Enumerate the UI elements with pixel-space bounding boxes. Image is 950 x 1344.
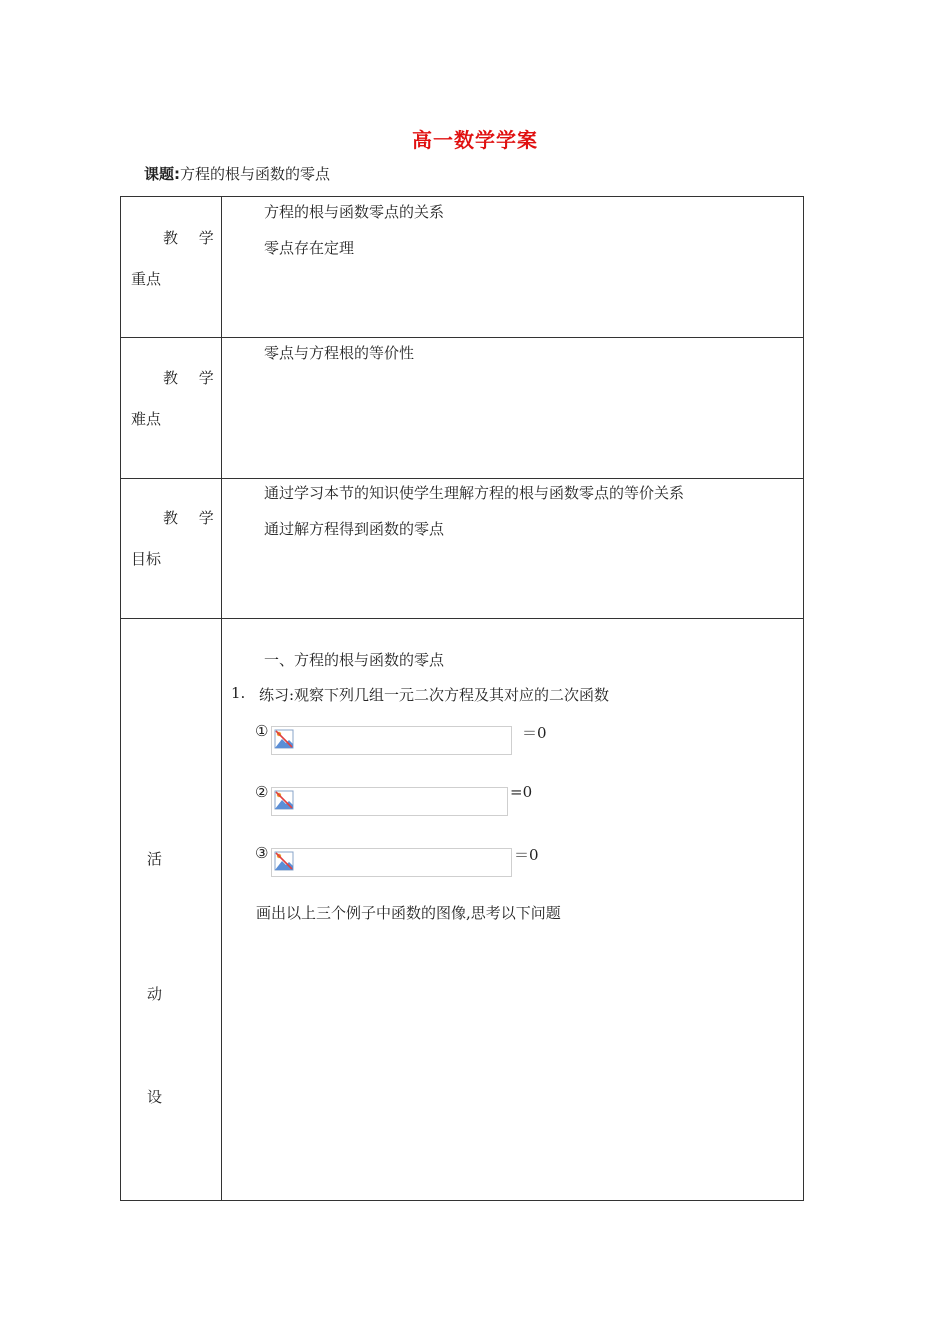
equation-suffix-1: ＝0 [522,724,547,742]
item-text: 练习:观察下列几组一元二次方程及其对应的二次函数 [259,686,610,704]
row-divider [121,337,803,338]
broken-image-icon [274,729,294,749]
equation-marker-2: ② [255,783,269,801]
goal-text-1: 通过学习本节的知识使学生理解方程的根与函数零点的等价关系 [264,484,685,502]
equation-image-3 [271,848,512,877]
section-heading: 一、方程的根与函数的零点 [264,651,445,669]
subject-value: 方程的根与函数的零点 [180,165,331,183]
closing-text: 画出以上三个例子中函数的图像,思考以下问题 [256,904,561,922]
equation-suffix-2: =0 [510,783,533,801]
focus-label-line1: 教 学 [163,229,222,247]
item-number: 1. [231,684,246,702]
lesson-table [120,196,804,1201]
row-divider [121,618,803,619]
broken-image-icon [274,790,294,810]
equation-image-2 [271,787,508,816]
broken-image-icon [274,851,294,871]
goal-text-2: 通过解方程得到函数的零点 [264,520,445,538]
row-divider [121,478,803,479]
column-divider [221,197,222,1200]
activity-label-char-3: 设 [147,1088,163,1106]
equation-image-1 [271,726,512,755]
focus-text-2: 零点存在定理 [264,239,355,257]
equation-marker-3: ③ [255,844,269,862]
subject-label: 课题: [144,165,180,183]
focus-label-line2: 重点 [131,270,162,288]
difficulty-label-line2: 难点 [131,410,162,428]
goal-label-line1: 教 学 [163,509,222,527]
difficulty-text-1: 零点与方程根的等价性 [264,344,415,362]
equation-marker-1: ① [255,722,269,740]
difficulty-label-line1: 教 学 [163,369,222,387]
equation-suffix-3: ＝0 [514,846,539,864]
goal-label-line2: 目标 [131,550,162,568]
page-title: 高一数学学案 [412,128,538,152]
focus-text-1: 方程的根与函数零点的关系 [264,203,445,221]
activity-label-char-1: 活 [147,850,163,868]
subject-line [144,163,330,184]
activity-label-char-2: 动 [147,985,163,1003]
